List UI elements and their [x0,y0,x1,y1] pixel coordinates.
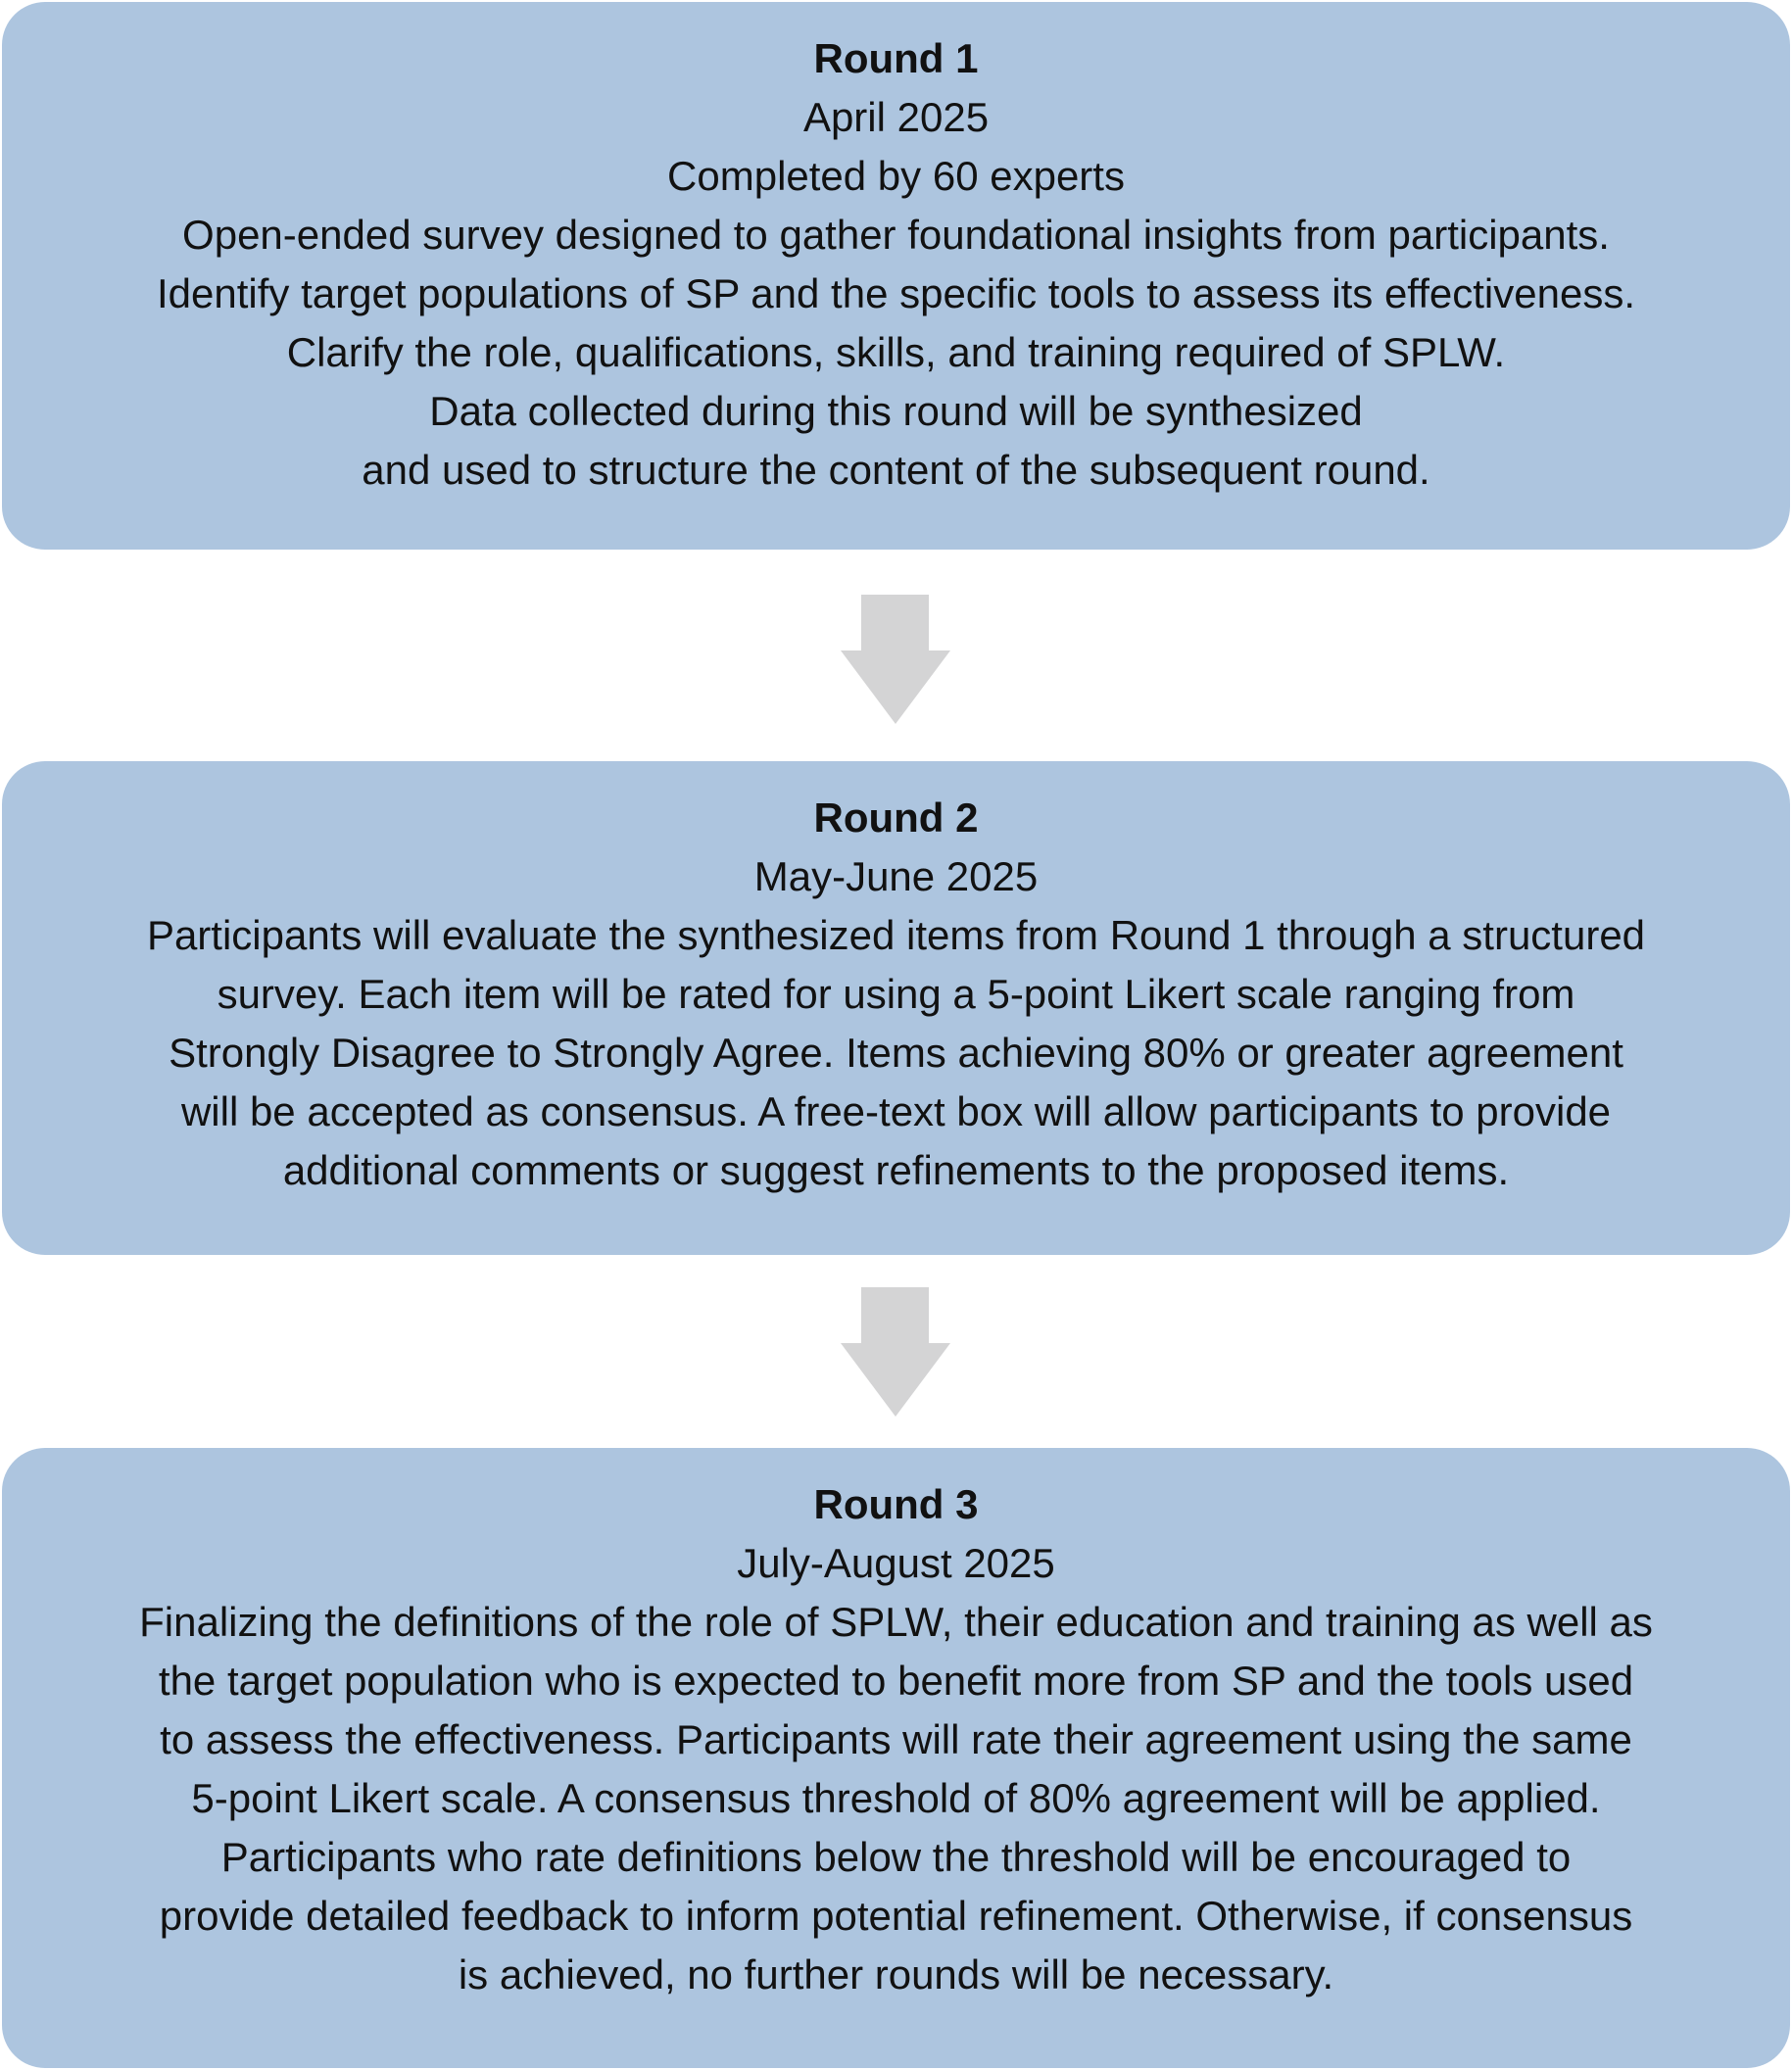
round-3-line: the target population who is expected to benefit more from SP and the tools used [158,1658,1634,1704]
down-arrow-icon [0,1285,1792,1422]
round-3-line: Finalizing the definitions of the role of SPLW, their education and training as well as [139,1599,1653,1645]
round-3-date: July-August 2025 [737,1540,1055,1586]
round-3-line: is achieved, no further rounds will be necessary. [458,1951,1334,1998]
round-1-box [2,2,1790,550]
round-1-line: Identify target populations of SP and the specific tools to assess its effectiveness. [157,270,1635,316]
round-1-line: Clarify the role, qualifications, skills, and training required of SPLW. [286,329,1506,375]
round-3-box [2,1448,1790,2068]
arrow-shape [841,595,950,724]
round-2-line: Strongly Disagree to Strongly Agree. Items achieving 80% or greater agreement [169,1030,1623,1076]
round-2-box [2,761,1790,1255]
round-3-line: 5-point Likert scale. A consensus threshold of 80% agreement will be applied. [191,1775,1601,1821]
round-1-line: and used to structure the content of the subsequent round. [362,447,1430,493]
round-1-date: April 2025 [802,94,990,140]
round-3-line: provide detailed feedback to inform potential refinement. Otherwise, if consensus [159,1893,1633,1939]
round-1-line: Completed by 60 experts [667,153,1125,199]
round-3-line: Participants who rate definitions below the threshold will be encouraged to [220,1834,1572,1880]
round-2-line: Participants will evaluate the synthesized items from Round 1 through a structured [146,912,1646,958]
arrow-shape [841,1287,950,1417]
round-2-line: survey. Each item will be rated for using a 5-point Likert scale ranging from [217,971,1575,1017]
down-arrow-icon [0,593,1792,730]
round-1-line: Data collected during this round will be synthesized [429,388,1363,434]
round-2-line: will be accepted as consensus. A free-text box will allow participants to provide [180,1088,1612,1134]
round-1-line: Open-ended survey designed to gather foundational insights from participants. [182,212,1610,258]
round-2-line: additional comments or suggest refinements to the proposed items. [282,1147,1510,1193]
round-3-title: Round 3 [813,1481,979,1527]
round-1-title: Round 1 [813,35,979,81]
round-2-date: May-June 2025 [753,853,1039,899]
round-3-line: to assess the effectiveness. Participants will rate their agreement using the same [160,1716,1632,1762]
round-2-title: Round 2 [813,794,979,841]
